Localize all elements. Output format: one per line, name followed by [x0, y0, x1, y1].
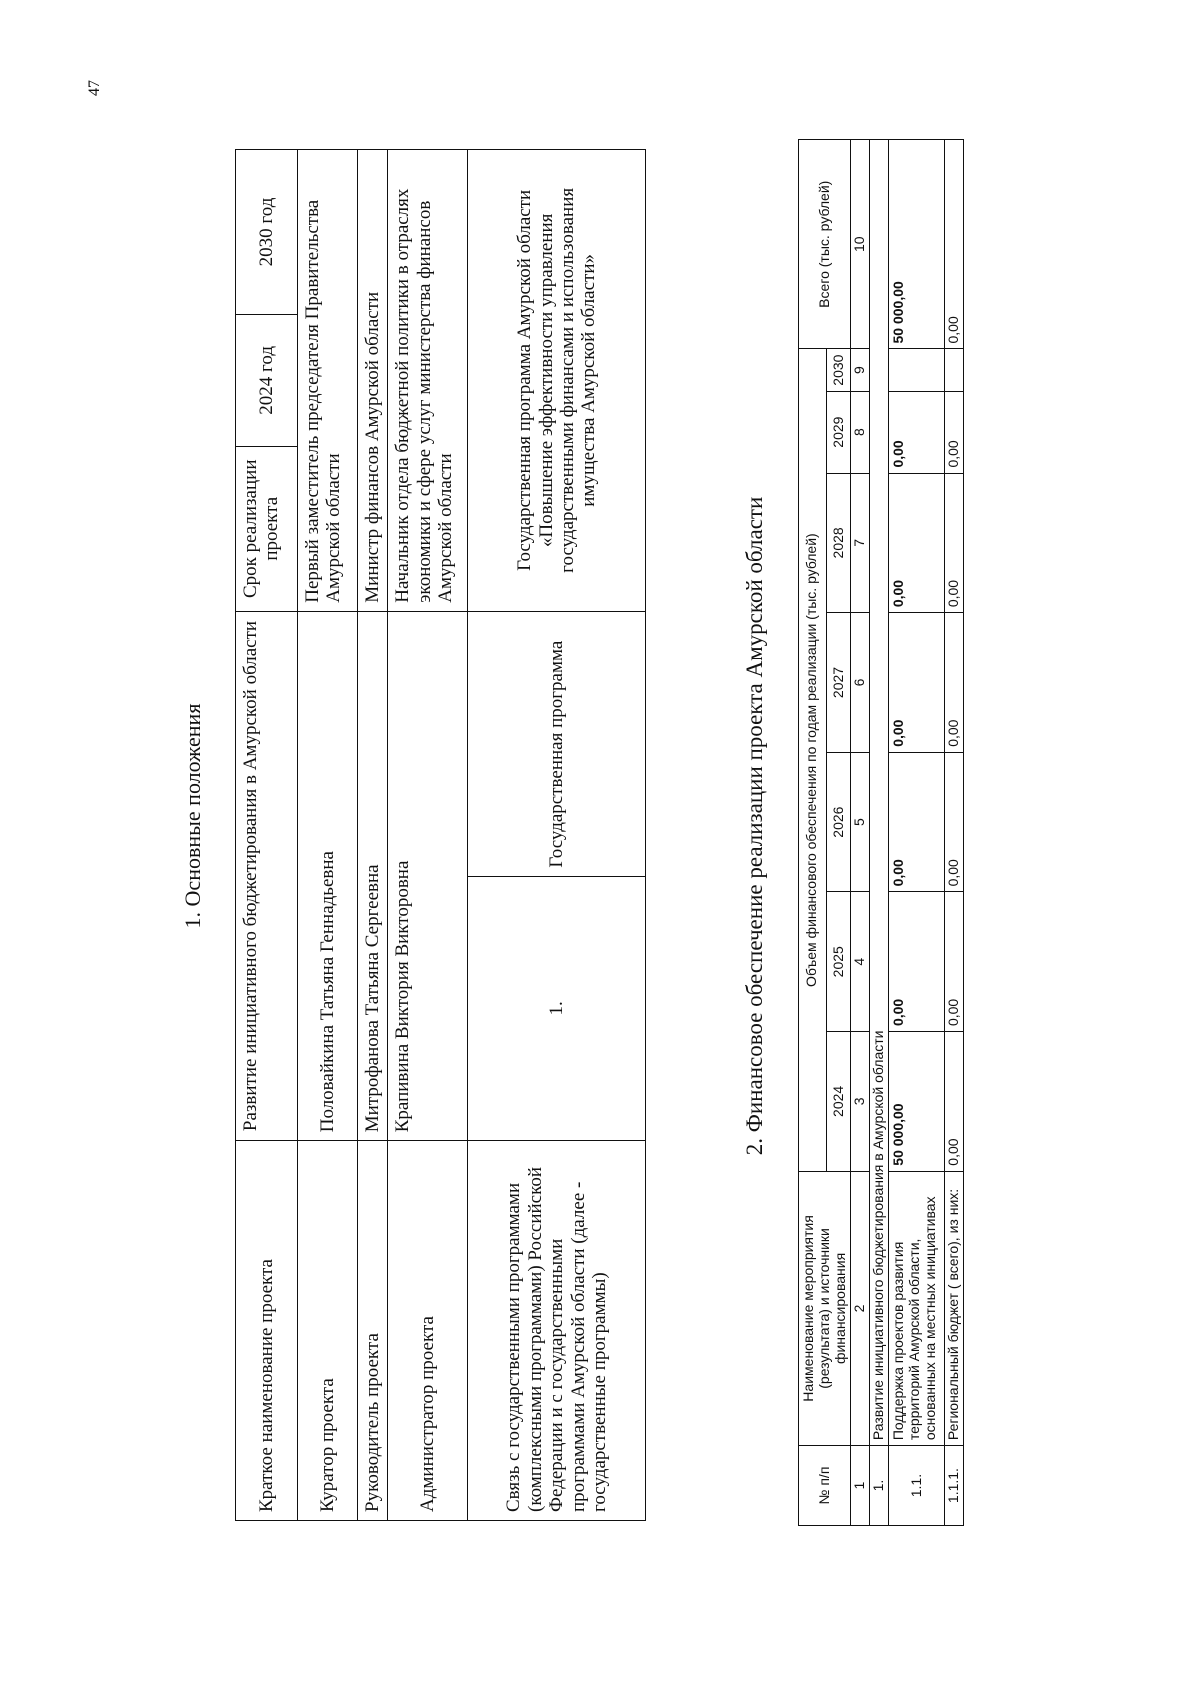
row-value: 0,00 — [889, 752, 945, 892]
header-year: 2029 — [826, 391, 851, 473]
short-name-label: Краткое наименование проекта — [236, 1141, 298, 1521]
row-name: Поддержка проектов развития территорий Амурской области, основанных на местных инициативах — [889, 1171, 945, 1445]
table-row — [358, 150, 388, 1521]
section-1-title: 1. Основные положения — [180, 703, 205, 929]
column-number: 9 — [851, 349, 870, 391]
row-num: 1.1. — [889, 1446, 945, 1526]
column-number: 8 — [851, 391, 870, 473]
table-row — [388, 150, 468, 1521]
table-row — [298, 150, 358, 1521]
column-number: 3 — [851, 1032, 870, 1172]
column-number: 7 — [851, 473, 870, 613]
curator-label: Куратор проекта — [298, 1141, 358, 1521]
row-value: 0,00 — [889, 473, 945, 613]
table-row — [889, 140, 945, 1526]
header-num: № п/п — [799, 1446, 851, 1526]
row-name: Региональный бюджет ( всего), из них: — [945, 1171, 964, 1445]
short-name-value: Развитие инициативного бюджетирования в Амурской области — [236, 611, 298, 1141]
link-type: Государственная программа — [468, 611, 646, 876]
admin-name: Крапивина Виктория Викторовна — [388, 611, 468, 1141]
row-num: 1.1.1. — [945, 1446, 964, 1526]
table-row — [945, 140, 964, 1526]
section-row — [870, 140, 889, 1526]
row-value — [889, 349, 945, 391]
header-year: 2030 — [826, 349, 851, 391]
header-total: Всего (тыс. рублей) — [799, 140, 851, 350]
period-label: Срок реализации проекта — [236, 446, 298, 611]
page-number: 47 — [86, 80, 103, 96]
column-number: 2 — [851, 1171, 870, 1445]
column-number: 4 — [851, 892, 870, 1032]
admin-label: Администратор проекта — [388, 1141, 468, 1521]
period-start: 2024 год — [236, 314, 298, 446]
row-value: 0,00 — [889, 892, 945, 1032]
admin-position: Начальник отдела бюджетной политики в отраслях экономики и сфере услуг министерства финансов Амурской области — [388, 150, 468, 612]
leader-name: Митрофанова Татьяна Сергеевна — [358, 611, 388, 1141]
row-value: 0,00 — [945, 1032, 964, 1172]
column-number: 10 — [851, 140, 870, 350]
row-value: 0,00 — [945, 752, 964, 892]
link-label: Связь с государственными программами (комплексными программами) Российской Федерации и с государственными программами Амурской области (далее - государственные программы) — [468, 1141, 646, 1521]
row-value: 0,00 — [889, 391, 945, 473]
header-volume: Объем финансового обеспечения по годам реализации (тыс. рублей) — [799, 349, 827, 1171]
curator-name: Половайкина Татьяна Геннадьевна — [298, 611, 358, 1141]
period-end: 2030 год — [236, 150, 298, 315]
column-number-row — [851, 140, 870, 1526]
main-provisions-table — [235, 149, 646, 1521]
leader-position: Министр финансов Амурской области — [358, 150, 388, 612]
row-value: 50 000,00 — [889, 1032, 945, 1172]
row-value: 0,00 — [889, 613, 945, 753]
section-row-title: Развитие инициативного бюджетирования в Амурской области — [870, 140, 889, 1446]
row-value: 0,00 — [945, 473, 964, 613]
header-year: 2025 — [826, 892, 851, 1032]
table-row — [468, 150, 646, 1521]
row-value: 0,00 — [945, 391, 964, 473]
financing-table — [798, 139, 964, 1526]
header-year: 2024 — [826, 1032, 851, 1172]
column-number: 5 — [851, 752, 870, 892]
column-number: 1 — [851, 1446, 870, 1526]
header-year: 2028 — [826, 473, 851, 613]
leader-label: Руководитель проекта — [358, 1141, 388, 1521]
table-header-row — [799, 140, 827, 1526]
section-row-num: 1. — [870, 1446, 889, 1526]
curator-position: Первый заместитель председателя Правительства Амурской области — [298, 150, 358, 612]
row-value: 0,00 — [945, 892, 964, 1032]
header-name: Наименование мероприятия (результата) и источники финансирования — [799, 1171, 851, 1445]
link-value: Государственная программа Амурской области «Повышение эффективности управления государственными финансами и использования имущества Амурской области» — [468, 150, 646, 612]
column-number: 6 — [851, 613, 870, 753]
row-total: 0,00 — [945, 140, 964, 350]
section-2-title: 2. Финансовое обеспечение реализации проекта Амурской области — [742, 496, 767, 1156]
header-year: 2027 — [826, 613, 851, 753]
row-value — [945, 349, 964, 391]
link-num: 1. — [468, 876, 646, 1141]
row-value: 0,00 — [945, 613, 964, 753]
header-year: 2026 — [826, 752, 851, 892]
row-total: 50 000,00 — [889, 140, 945, 350]
table-row — [236, 150, 298, 1521]
